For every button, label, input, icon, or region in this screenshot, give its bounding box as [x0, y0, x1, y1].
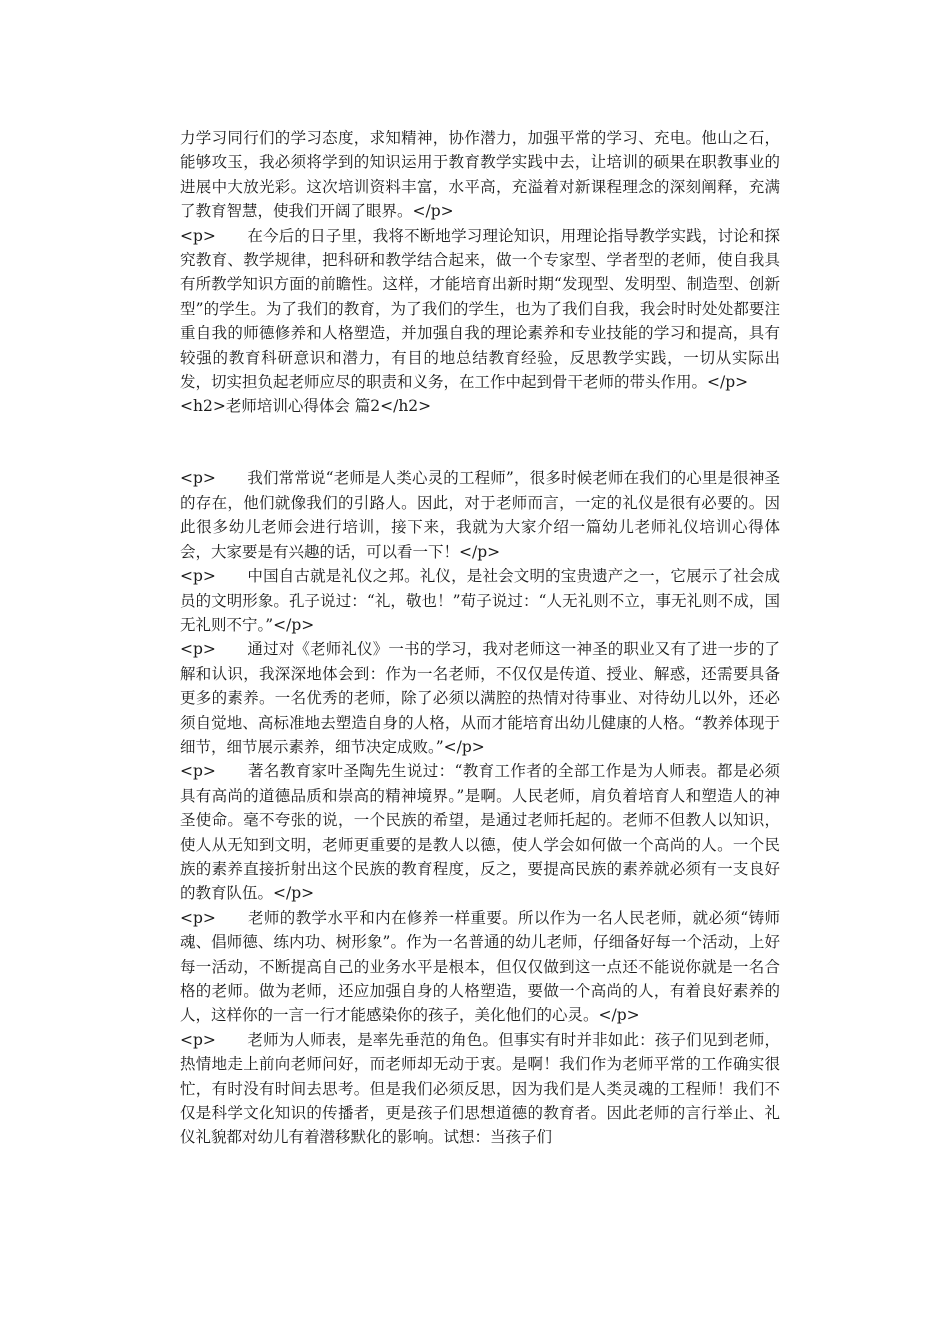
paragraph: 力学习同行们的学习态度，求知精神，协作潜力，加强平常的学习、充电。他山之石，能够攻玉，我必须将学到的知识运用于教育教学实践中去，让培训的硕果在职教事业的进展中大放光彩。这次培训资料丰富，水平高，充溢着对新课程理念的深刻阐释，充满了教育智慧，使我们开阔了眼界。</p> [180, 129, 780, 221]
paragraph: <p> 著名教育家叶圣陶先生说过：“教育工作者的全部工作是为人师表。都是必须具有高尚的道德品质和崇高的精神境界。”是啊。人民老师，肩负着培育人和塑造人的神圣使命。毫不夸张的说，一个民族的希望，是通过老师托起的。老师不但教人以知识，使人从无知到文明，老师更重要的是教人以德，使人学会如何做一个高尚的人。一个民族的素养直接折射出这个民族的教育程度，反之，要提高民族的素养就必须有一支良好的教育队伍。</p> [180, 762, 780, 903]
paragraph: <p> 老师为人师表，是率先垂范的角色。但事实有时并非如此：孩子们见到老师，热情地走上前向老师问好，而老师却无动于衷。是啊！我们作为老师平常的工作确实很忙，有时没有时间去思考。但是我们必须反思，因为我们是人类灵魂的工程师！我们不仅是科学文化知识的传播者，更是孩子们思想道德的教育者。因此老师的言行举止、礼仪礼貌都对幼儿有着潜移默化的影响。试想：当孩子们 [180, 1030, 780, 1147]
document-page [180, 126, 780, 1150]
paragraph: <p> 老师的教学水平和内在修养一样重要。所以作为一名人民老师，就必须“铸师魂、倡师德、练内功、树形象”。作为一名普通的幼儿老师，仔细备好每一个活动，上好每一活动，不断提高自己的业务水平是根本，但仅仅做到这一点还不能说你就是一名合格的老师。做为老师，还应加强自身的人格塑造，要做一个高尚的人，有着良好素养的人，这样你的一言一行才能感染你的孩子，美化他们的心灵。</p> [180, 908, 780, 1025]
paragraph: <p> 中国自古就是礼仪之邦。礼仪，是社会文明的宝贵遗产之一，它展示了社会成员的文明形象。孔子说过：“礼，敬也！”荀子说过：“人无礼则不立，事无礼则不成，国无礼则不宁。”</p> [180, 567, 780, 634]
section-heading: <h2>老师培训心得体会 篇2</h2> [180, 397, 432, 416]
paragraph: <p> 通过对《老师礼仪》一书的学习，我对老师这一神圣的职业又有了进一步的了解和认识，我深深地体会到：作为一名老师，不仅仅是传道、授业、解惑，还需要具备更多的素养。一名优秀的老师，除了必须以满腔的热情对待事业、对待幼儿以外，还必须自觉地、高标准地去塑造自身的人格，从而才能培育出幼儿健康的人格。“教养体现于细节，细节展示素养，细节决定成败。”</p> [180, 640, 780, 756]
paragraph: <p> 我们常常说“老师是人类心灵的工程师”，很多时候老师在我们的心里是很神圣的存在，他们就像我们的引路人。因此，对于老师而言，一定的礼仪是很有必要的。因此很多幼儿老师会进行培训，接下来，我就为大家介绍一篇幼儿老师礼仪培训心得体会，大家要是有兴趣的话，可以看一下！</p> [180, 469, 780, 561]
paragraph: <p> 在今后的日子里，我将不断地学习理论知识，用理论指导教学实践，讨论和探究教育、教学规律，把科研和教学结合起来，做一个专家型、学者型的老师，使自我具有所教学知识方面的前瞻性。这样，才能培育出新时期“发现型、发明型、制造型、创新型”的学生。为了我们的教育，为了我们的学生，也为了我们自我，我会时时处处都要注重自我的师德修养和人格塑造，并加强自我的理论素养和专业技能的学习和提高，具有较强的教育科研意识和潜力，有目的地总结教育经验，反思教学实践，一切从实际出发，切实担负起老师应尽的职责和义务，在工作中起到骨干老师的带头作用。</p> [180, 226, 780, 392]
